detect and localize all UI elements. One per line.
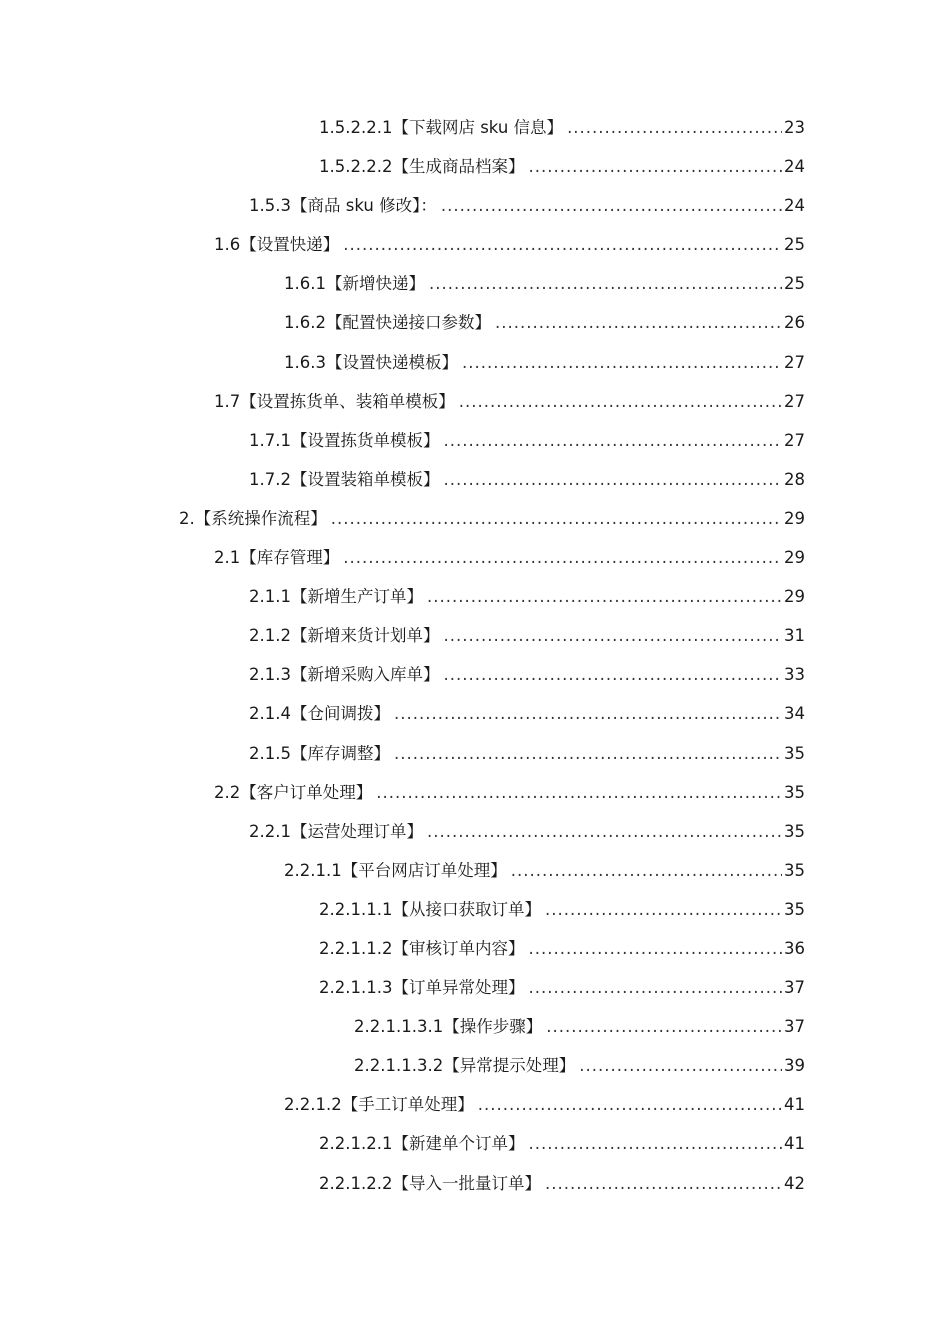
toc-entry[interactable] bbox=[0, 225, 950, 264]
toc-dot-leader bbox=[528, 968, 782, 1007]
toc-entry[interactable] bbox=[0, 421, 950, 460]
toc-dot-leader bbox=[579, 1046, 782, 1085]
toc-page-number: 41 bbox=[784, 1134, 805, 1154]
toc-page-number: 25 bbox=[784, 274, 805, 294]
toc-page-number: 37 bbox=[784, 978, 805, 998]
toc-entry-title: 2.1.5【库存调整】 bbox=[249, 743, 390, 763]
toc-entry-title: 2.2.1.1【平台网店订单处理】 bbox=[284, 860, 507, 880]
toc-dot-leader bbox=[567, 108, 782, 147]
toc-dot-leader bbox=[343, 538, 782, 577]
toc-entry-title: 1.5.2.2.1【下载网店 sku 信息】 bbox=[319, 118, 564, 137]
toc-dot-leader bbox=[459, 382, 782, 421]
toc-entry-title: 1.5.2.2.2【生成商品档案】 bbox=[319, 157, 525, 177]
toc-dot-leader bbox=[443, 655, 782, 694]
toc-dot-leader bbox=[441, 186, 782, 225]
toc-entry[interactable] bbox=[0, 851, 950, 890]
toc-dot-leader bbox=[545, 890, 782, 929]
toc-page-number: 29 bbox=[784, 587, 805, 607]
toc-entry[interactable] bbox=[0, 264, 950, 303]
toc-entry[interactable] bbox=[0, 577, 950, 616]
toc-entry-title: 2.2【客户订单处理】 bbox=[214, 782, 373, 802]
toc-entry[interactable] bbox=[0, 1085, 950, 1124]
toc-entry-title: 1.6.2【配置快递接口参数】 bbox=[284, 313, 491, 333]
toc-entry-title: 1.7.2【设置装箱单模板】 bbox=[249, 469, 440, 489]
toc-dot-leader bbox=[394, 694, 782, 733]
toc-entry[interactable] bbox=[0, 460, 950, 499]
toc-entry[interactable] bbox=[0, 147, 950, 186]
toc-entry-title: 1.5.3【商品 sku 修改】： bbox=[249, 196, 437, 216]
toc-dot-leader bbox=[429, 264, 782, 303]
toc-page-number: 27 bbox=[784, 430, 805, 450]
toc-dot-leader bbox=[443, 460, 782, 499]
toc-page-number: 36 bbox=[784, 938, 805, 958]
toc-entry-title: 2.2.1.1.2【审核订单内容】 bbox=[319, 938, 525, 958]
toc-dot-leader bbox=[528, 147, 782, 186]
toc-dot-leader bbox=[528, 929, 782, 968]
toc-entry[interactable] bbox=[0, 890, 950, 929]
toc-entry-title: 2.2.1.2【手工订单处理】 bbox=[284, 1095, 474, 1115]
toc-page-number: 34 bbox=[784, 704, 805, 724]
toc-entry-title: 2.2.1.2.1【新建单个订单】 bbox=[319, 1134, 525, 1154]
toc-dot-leader bbox=[443, 421, 782, 460]
toc-entry-title: 2.1.1【新增生产订单】 bbox=[249, 587, 423, 607]
toc-entry[interactable] bbox=[0, 929, 950, 968]
toc-entry-title: 2.2.1.1.1【从接口获取订单】 bbox=[319, 899, 541, 919]
toc-page-number: 27 bbox=[784, 352, 805, 372]
toc-entry[interactable] bbox=[0, 773, 950, 812]
toc-entry[interactable] bbox=[0, 1007, 950, 1046]
toc-entry-title: 1.6.3【设置快递模板】 bbox=[284, 352, 458, 372]
toc-dot-leader bbox=[511, 851, 782, 890]
toc-dot-leader bbox=[427, 812, 782, 851]
toc-entry-title: 2.2.1.1.3.2【异常提示处理】 bbox=[354, 1056, 576, 1076]
toc-page-number: 24 bbox=[784, 157, 805, 177]
toc-dot-leader bbox=[478, 1085, 782, 1124]
toc-dot-leader bbox=[343, 225, 782, 264]
table-of-contents bbox=[0, 108, 950, 1203]
toc-entry[interactable] bbox=[0, 694, 950, 733]
toc-entry-title: 2.【系统操作流程】 bbox=[179, 508, 327, 528]
toc-page-number: 26 bbox=[784, 313, 805, 333]
toc-entry[interactable] bbox=[0, 382, 950, 421]
toc-dot-leader bbox=[427, 577, 782, 616]
toc-dot-leader bbox=[443, 616, 782, 655]
toc-entry[interactable] bbox=[0, 616, 950, 655]
toc-page-number: 29 bbox=[784, 548, 805, 568]
toc-page-number: 39 bbox=[784, 1056, 805, 1076]
toc-entry[interactable] bbox=[0, 343, 950, 382]
toc-entry[interactable] bbox=[0, 303, 950, 342]
toc-dot-leader bbox=[546, 1007, 782, 1046]
toc-dot-leader bbox=[376, 773, 782, 812]
toc-entry-title: 1.7.1【设置拣货单模板】 bbox=[249, 430, 440, 450]
toc-dot-leader bbox=[528, 1124, 782, 1163]
toc-page-number: 25 bbox=[784, 235, 805, 255]
toc-page-number: 28 bbox=[784, 469, 805, 489]
toc-dot-leader bbox=[495, 303, 782, 342]
toc-entry-title: 2.2.1.2.2【导入一批量订单】 bbox=[319, 1173, 541, 1193]
toc-dot-leader bbox=[545, 1164, 782, 1203]
toc-entry-title: 1.6.1【新增快递】 bbox=[284, 274, 425, 294]
toc-page-number: 35 bbox=[784, 899, 805, 919]
toc-page-number: 35 bbox=[784, 821, 805, 841]
toc-entry[interactable] bbox=[0, 968, 950, 1007]
toc-entry[interactable] bbox=[0, 1164, 950, 1203]
toc-entry[interactable] bbox=[0, 499, 950, 538]
toc-entry[interactable] bbox=[0, 186, 950, 225]
toc-entry-title: 1.6【设置快递】 bbox=[214, 235, 340, 255]
toc-entry[interactable] bbox=[0, 734, 950, 773]
toc-page-number: 41 bbox=[784, 1095, 805, 1115]
toc-entry[interactable] bbox=[0, 538, 950, 577]
toc-entry[interactable] bbox=[0, 655, 950, 694]
toc-page-number: 37 bbox=[784, 1017, 805, 1037]
toc-dot-leader bbox=[394, 734, 782, 773]
toc-dot-leader bbox=[331, 499, 782, 538]
toc-page-number: 31 bbox=[784, 626, 805, 646]
toc-page-number: 27 bbox=[784, 391, 805, 411]
toc-page-number: 42 bbox=[784, 1173, 805, 1193]
toc-entry[interactable] bbox=[0, 812, 950, 851]
toc-entry-title: 2.1.4【仓间调拨】 bbox=[249, 704, 390, 724]
toc-entry[interactable] bbox=[0, 1046, 950, 1085]
toc-entry-title: 1.7【设置拣货单、装箱单模板】 bbox=[214, 391, 455, 411]
toc-entry[interactable] bbox=[0, 1124, 950, 1163]
toc-page-number: 35 bbox=[784, 743, 805, 763]
toc-entry-title: 2.1【库存管理】 bbox=[214, 548, 340, 568]
toc-page-number: 35 bbox=[784, 860, 805, 880]
toc-page-number: 29 bbox=[784, 508, 805, 528]
toc-entry-title: 2.1.3【新增采购入库单】 bbox=[249, 665, 440, 685]
toc-entry-title: 2.2.1.1.3【订单异常处理】 bbox=[319, 978, 525, 998]
toc-entry[interactable] bbox=[0, 108, 950, 147]
toc-page-number: 35 bbox=[784, 782, 805, 802]
toc-entry-title: 2.1.2【新增来货计划单】 bbox=[249, 626, 440, 646]
toc-page-number: 23 bbox=[784, 118, 805, 137]
toc-entry-title: 2.2.1.1.3.1【操作步骤】 bbox=[354, 1017, 543, 1037]
toc-entry-title: 2.2.1【运营处理订单】 bbox=[249, 821, 423, 841]
toc-page-number: 33 bbox=[784, 665, 805, 685]
toc-dot-leader bbox=[462, 343, 782, 382]
toc-page-number: 24 bbox=[784, 196, 805, 216]
